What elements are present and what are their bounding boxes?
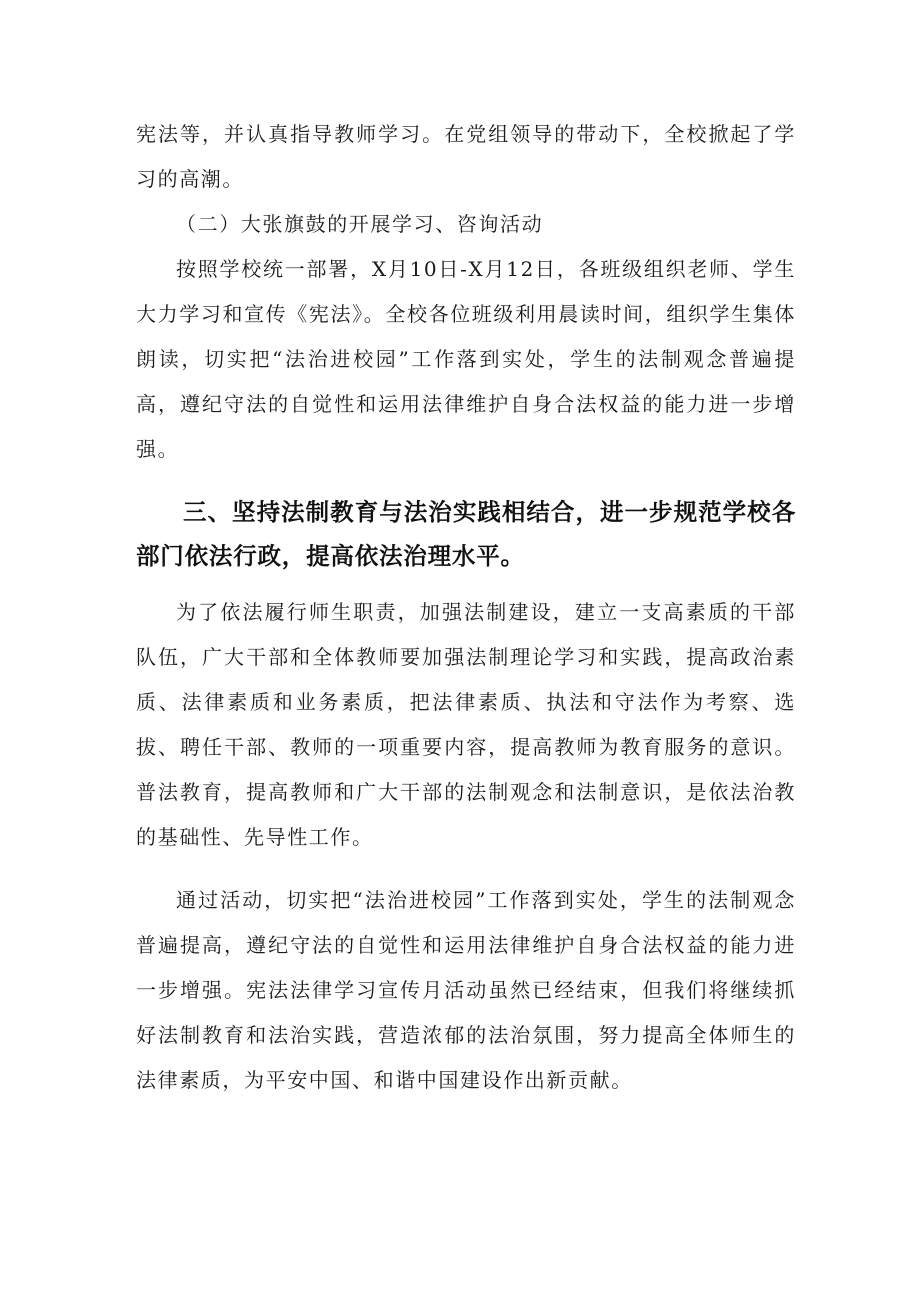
paragraph-duties: 为了依法履行师生职责，加强法制建设，建立一支高素质的干部队伍，广大干部和全体教师要加强法制理论学习和实践，提高政治素质、法律素质和业务素质，把法律素质、执法和守法作为考察、选拔、聘任干部、教师的一项重要内容，提高教师为教育服务的意识。普法教育，提高教师和广大干部的法制观念和法制意识，是依法治教的基础性、先导性工作。 xyxy=(136,600,796,849)
document-body xyxy=(136,112,796,1103)
subheading-2: （二）大张旗鼓的开展学习、咨询活动 xyxy=(176,212,544,236)
section-3-heading: 三、坚持法制教育与法治实践相结合，进一步规范学校各部门依法行政，提高依法治理水平。 xyxy=(136,498,796,570)
paragraph-conclusion: 通过活动，切实把“法治进校园”工作落到实处，学生的法制观念普遍提高，遵纪守法的自觉性和运用法律维护自身合法权益的能力进一步增强。宪法法律学习宣传月活动虽然已经结束，但我们将继续抓好法制教育和法治实践，营造浓郁的法治氛围，努力提高全体师生的法律素质，为平安中国、和谐中国建设作出新贡献。 xyxy=(136,888,796,1092)
paragraph-activities: 按照学校统一部署，X月10日-X月12日，各班级组织老师、学生大力学习和宣传《宪法》。全校各位班级利用晨读时间，组织学生集体朗读，切实把“法治进校园”工作落到实处，学生的法制观念普遍提高，遵纪守法的自觉性和运用法律维护自身合法权益的能力进一步增强。 xyxy=(136,257,796,461)
paragraph-gap xyxy=(136,860,796,878)
continuation-paragraph: 宪法等，并认真指导教师学习。在党组领导的带动下，全校掀起了学习的高潮。 xyxy=(136,122,796,191)
